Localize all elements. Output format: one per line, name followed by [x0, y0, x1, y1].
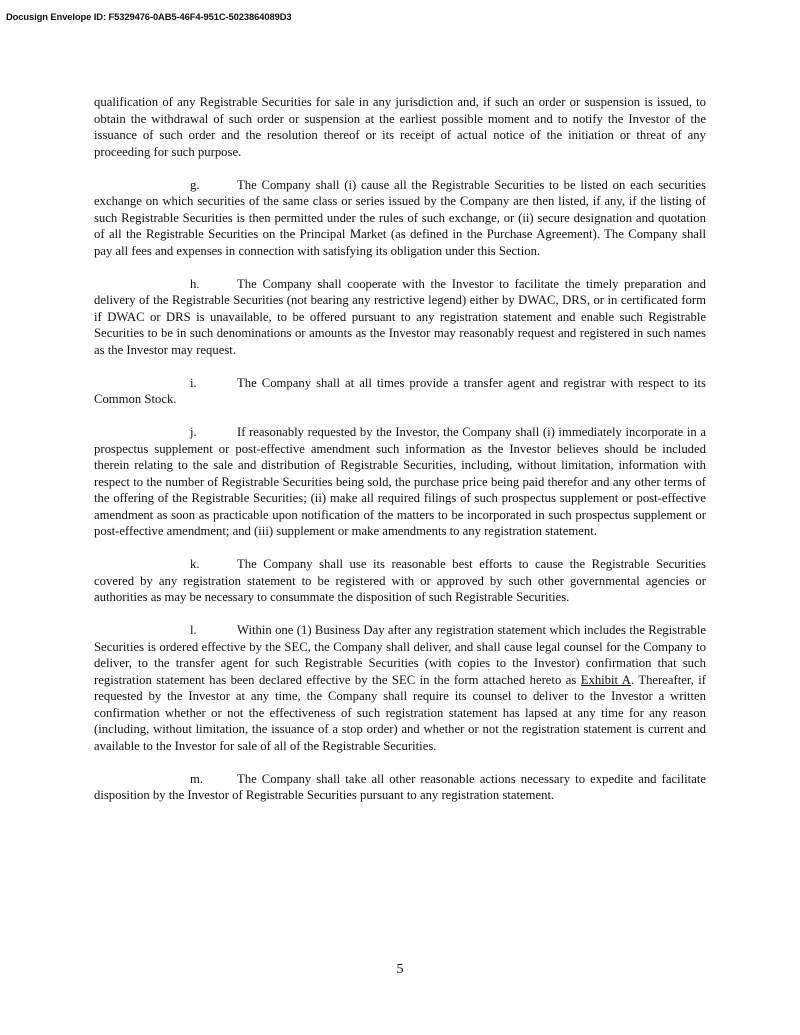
document-body — [94, 94, 706, 820]
paragraph-label: j. — [190, 425, 197, 439]
paragraph-text: Within one (1) Business Day after any registration statement which includes the Registrable Securities is ordered effective by the SEC, the Company shall deliver, and shall cause legal counsel for the Company to deliver, to the transfer agent for such Registrable Securities (with copies to the Investor) confirmation that such registration statement has been declared effective by the SEC in the form attached hereto as — [94, 623, 706, 687]
paragraph-text: The Company shall at all times provide a transfer agent and registrar with respect to its Common Stock. — [94, 375, 706, 406]
envelope-id-header: Docusign Envelope ID: F5329476-0AB5-46F4-951C-5023864089D3 — [6, 11, 292, 22]
paragraph-h — [94, 276, 706, 359]
paragraph-text: . Thereafter, if requested by the Investor at any time, the Company shall require its counsel to deliver to the Investor a written confirmation whether or not the effectiveness of such registration statement has lapsed at any time for any reason (including, without limitation, the issuance of a stop order) and whether or not the registration statement is current and available to the Investor for sale of all of the Registrable Securities. — [94, 672, 706, 753]
paragraph-label: g. — [190, 177, 200, 192]
paragraph-g — [94, 177, 706, 260]
paragraph-intro: qualification of any Registrable Securities for sale in any jurisdiction and, if such an order or suspension is issued, to obtain the withdrawal of such order or suspension at the earliest possible moment and to notify the Investor of the issuance of such order and the resolution thereof or its receipt of actual notice of the initiation or threat of any proceeding for such purpose. — [94, 95, 706, 159]
paragraph-text: The Company shall use its reasonable best efforts to cause the Registrable Securities covered by any registration statement to be registered with or approved by such other governmental agencies or authorities as may be necessary to consummate the disposition of such Registrable Securities. — [94, 557, 706, 604]
paragraph-text: The Company shall cooperate with the Investor to facilitate the timely preparation and delivery of the Registrable Securities (not bearing any restrictive legend) either by DWAC, DRS, or in certificated form if DWAC or DRS is unavailable, to be offered pursuant to any registration statement and enable such Registrable Securities to be in such denominations or amounts as the Investor may reasonably request and registered in such names as the Investor may request. — [94, 276, 706, 357]
paragraph-label: h. — [190, 276, 200, 291]
paragraph-label: l. — [190, 623, 197, 637]
paragraph-text: The Company shall (i) cause all the Registrable Securities to be listed on each securities exchange on which securities of the same class or series issued by the Company are then listed, if any, if the listing of such Registrable Securities is then permitted under the rules of such exchange, or (ii) secure designation and quotation of all the Registrable Securities on the Principal Market (as defined in the Purchase Agreement). The Company shall pay all fees and expenses in connection with satisfying its obligation under this Section. — [94, 177, 706, 258]
paragraph-j — [94, 424, 706, 540]
paragraph-label: k. — [190, 557, 200, 571]
exhibit-a-reference: Exhibit A — [580, 672, 631, 687]
paragraph-label: m. — [190, 771, 204, 786]
paragraph-m — [94, 771, 706, 804]
paragraph-text: The Company shall take all other reasonable actions necessary to expedite and facilitate disposition by the Investor of Registrable Securities pursuant to any registration statement. — [94, 771, 706, 802]
paragraph-text: If reasonably requested by the Investor, the Company shall (i) immediately incorporate in a prospectus supplement or post-effective amendment such information as the Investor believes should be included therein relating to the sale and distribution of Registrable Securities, including, without limitation, information with respect to the number of Registrable Securities being sold, the purchase price being paid therefor and any other terms of the offering of the Registrable Securities; (ii) make all required filings of such prospectus supplement or post-effective amendment as soon as practicable upon notification of the matters to be incorporated in such prospectus supplement or post-effective amendment; and (iii) supplement or make amendments to any registration statement. — [94, 425, 706, 538]
paragraph-l — [94, 622, 706, 754]
paragraph-label: i. — [190, 375, 197, 390]
paragraph-k — [94, 556, 706, 606]
page-number: 5 — [396, 962, 404, 977]
paragraph-i — [94, 375, 706, 408]
